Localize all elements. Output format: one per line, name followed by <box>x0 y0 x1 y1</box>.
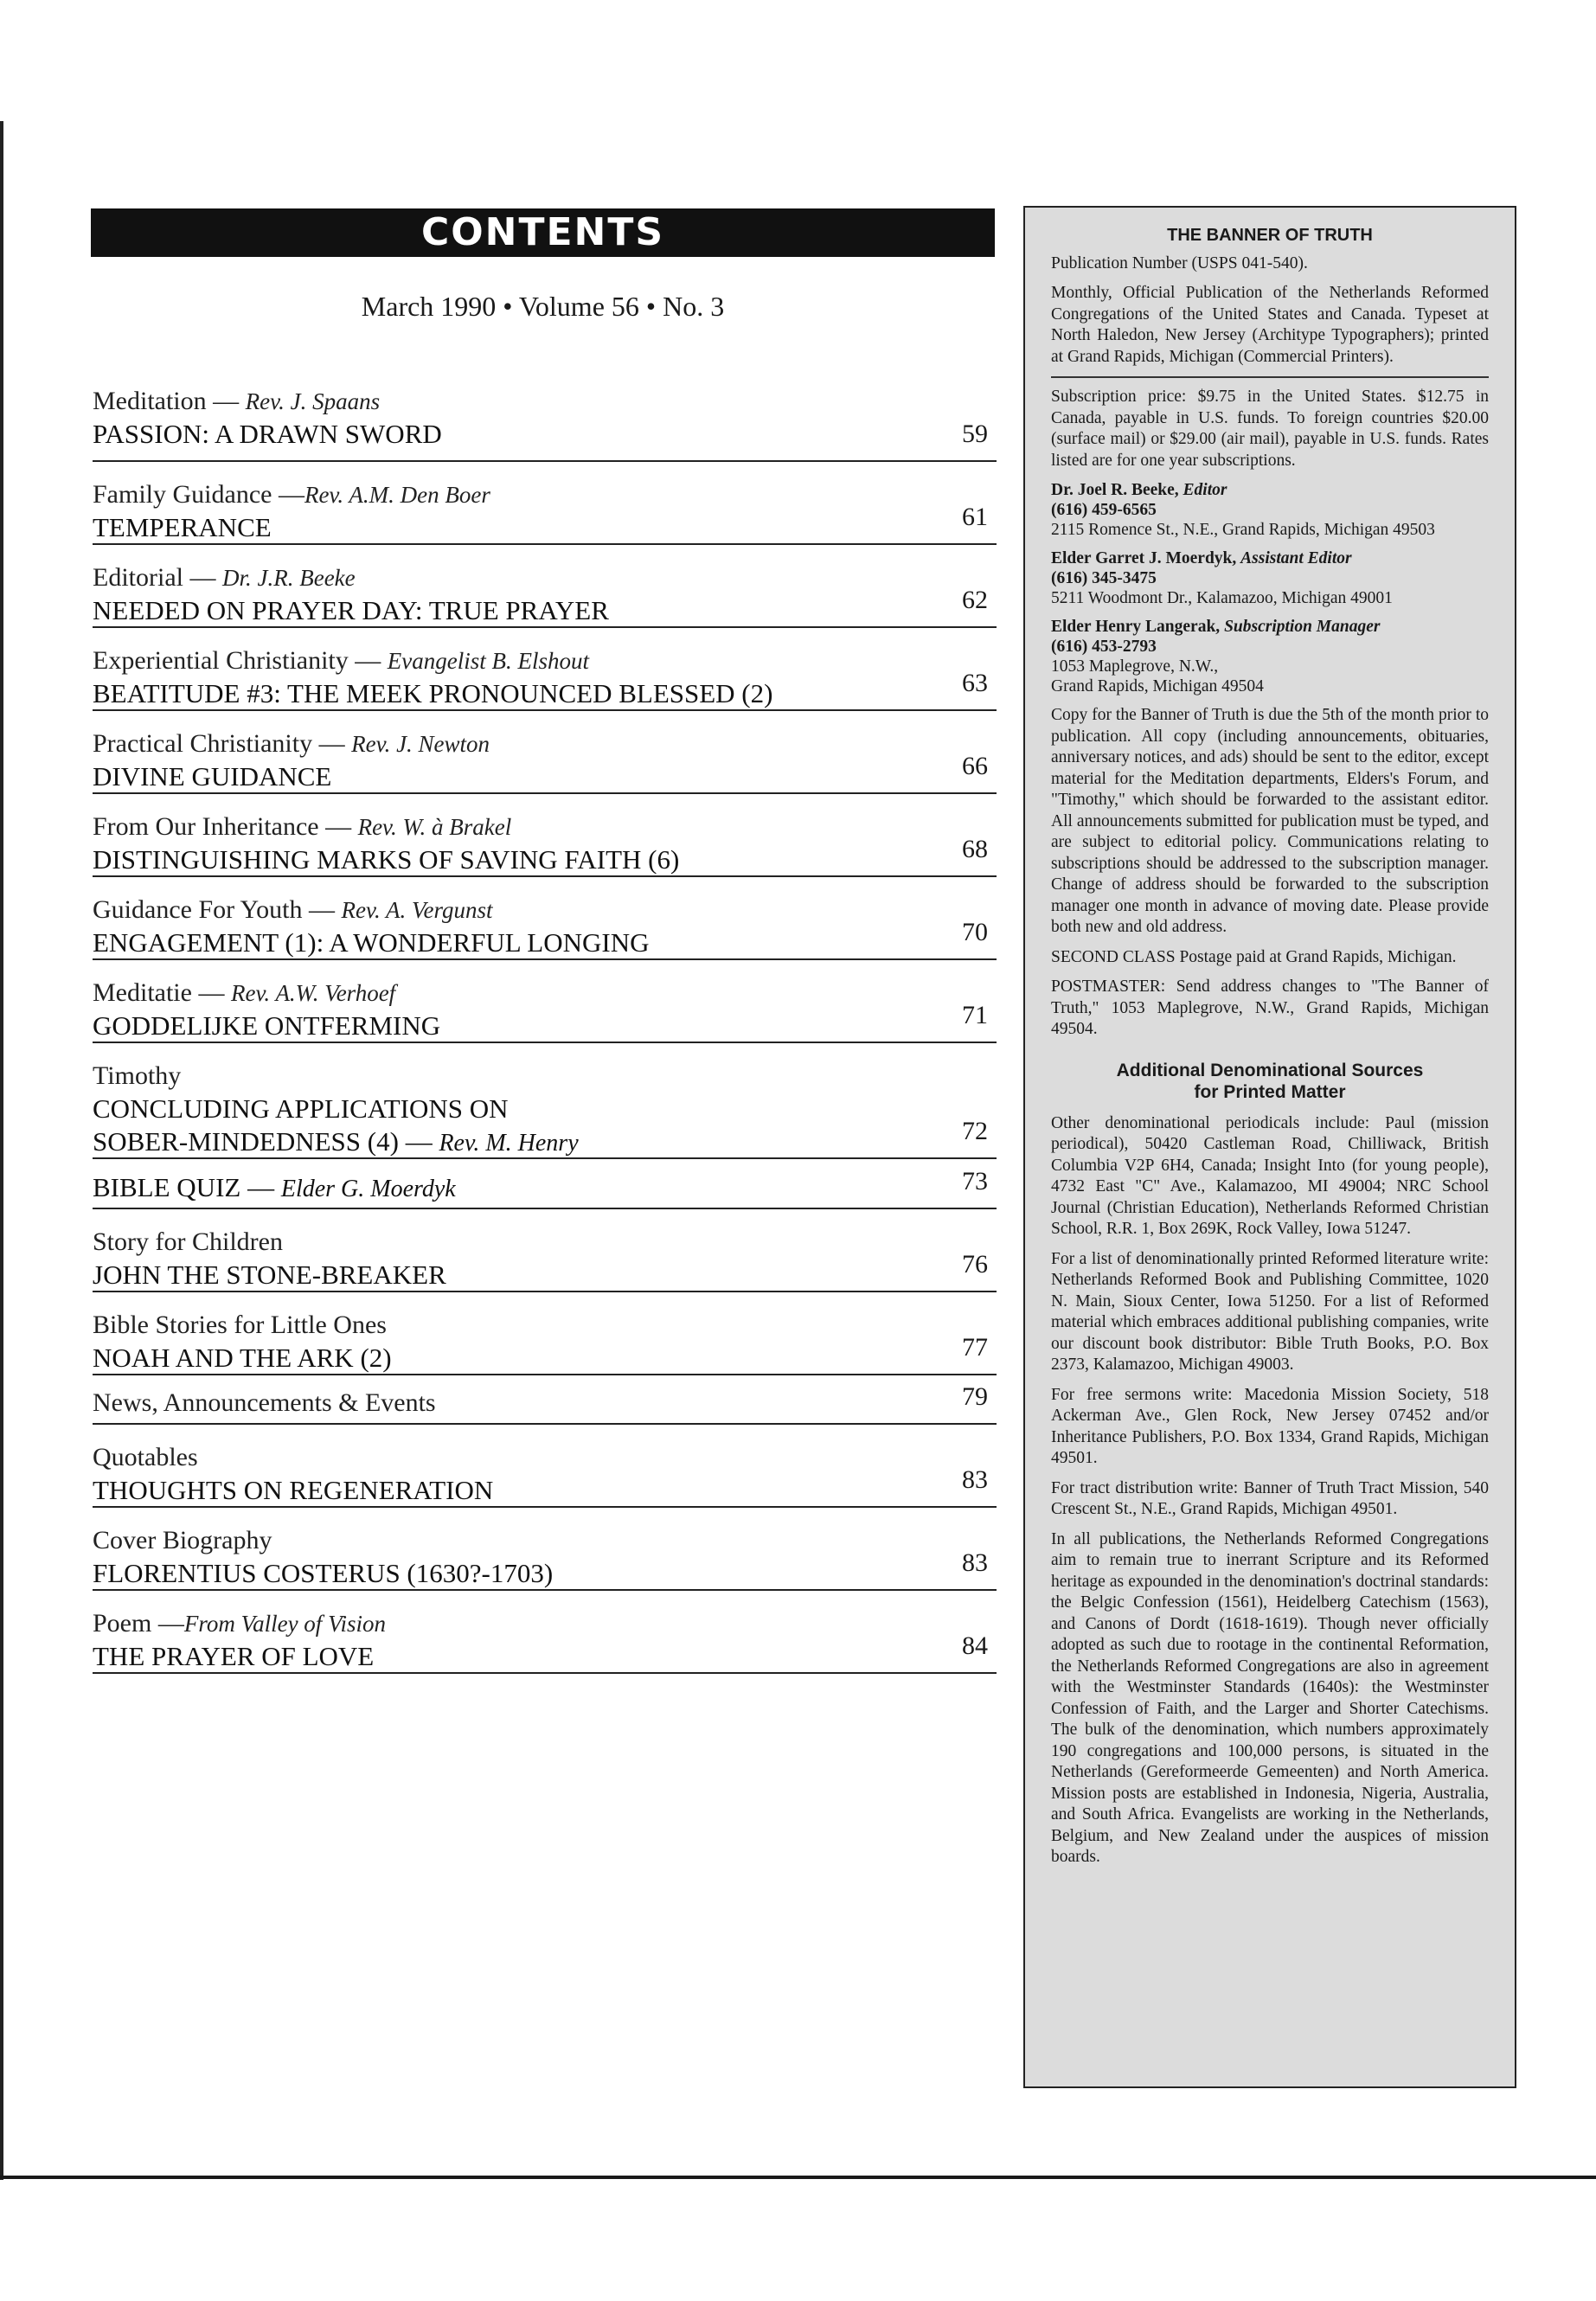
author: Evangelist B. Elshout <box>387 648 589 674</box>
author: Rev. A. Vergunst <box>341 897 493 923</box>
article-title: GODDELIJKE ONTFERMING <box>93 1010 441 1041</box>
article-title: ENGAGEMENT (1): A WONDERFUL LONGING <box>93 927 650 958</box>
tracts-info: For tract distribution write: Banner of Truth Tract Mission, 540 Crescent St., N.E., Grand Rapids, Michigan 49501. <box>1051 1478 1489 1518</box>
article-title-line1: CONCLUDING APPLICATIONS ON <box>93 1093 509 1124</box>
closing-statement: In all publications, the Netherlands Reformed Congregations aim to remain true to inerrant Scripture and its Reformed heritage as expounded in the denomination's doctrinal standards: the Belgic Confession (1561), Heidelberg Catechism (1563), and Canons of Dordt (1618-1619). Though never officially adopted as such due to rootage in the continental Reformation, the Netherlands Reformed Congregations are also in agreement with the Westminster Standards (1640s): the Westminster Confession of Faith, and the Larger and Shorter Catechisms. The bulk of the denomination, which numbers approximately 190 congregations and 100,000 persons, is situated in the Netherlands (Gereformeerde Gemeenten) and North America. Mission posts are established in Indonesia, Nigeria, Australia, and South Africa. Evangelists are working in the Netherlands, Belgium, and New Zealand under the auspices of mission boards. <box>1051 1529 1489 1866</box>
page-number: 62 <box>962 586 988 614</box>
page-number: 84 <box>962 1631 988 1660</box>
assistant-editor-address: 5211 Woodmont Dr., Kalamazoo, Michigan 49001 <box>1051 589 1393 607</box>
department: Cover Biography <box>93 1526 272 1554</box>
department: Experiential Christianity <box>93 646 349 675</box>
article-title: THOUGHTS ON REGENERATION <box>93 1475 494 1505</box>
article-title: JOHN THE STONE-BREAKER <box>93 1259 446 1290</box>
toc-entry[interactable]: Guidance For Youth — Rev. A. Vergunst ENGAGEMENT (1): A WONDERFUL LONGING 70 <box>93 877 997 960</box>
toc-entry[interactable] <box>93 1375 997 1425</box>
department: Family Guidance <box>93 480 272 509</box>
department: Bible Stories for Little Ones <box>93 1311 387 1339</box>
issue-line: March 1990 • Volume 56 • No. 3 <box>361 291 725 322</box>
literature-info: For a list of denominationally printed Reformed literature write: Netherlands Reformed Book and Publishing Committee, 1020 N. Main, Sioux Center, Iowa 51250. For a list of Reformed material which embraces additional publishing companies, write our discount book distributor: Bible Truth Books, P.O. Box 2373, Kalamazoo, Michigan 49003. <box>1051 1249 1489 1374</box>
masthead-title: THE BANNER OF TRUTH <box>1167 226 1373 245</box>
page-number: 66 <box>962 752 988 780</box>
article-title: DISTINGUISHING MARKS OF SAVING FAITH (6) <box>93 844 680 875</box>
subscription-manager-name: Elder Henry Langerak, <box>1051 618 1221 636</box>
subscription-manager-contact <box>1051 617 1489 696</box>
page-number: 76 <box>962 1250 988 1279</box>
page-edge <box>0 121 3 2180</box>
toc-entry[interactable]: Practical Christianity — Rev. J. Newton DIVINE GUIDANCE 66 <box>93 711 997 794</box>
bottom-rule <box>0 2176 1596 2179</box>
page-number: 83 <box>962 1548 988 1577</box>
page-number: 68 <box>962 835 988 863</box>
assistant-editor-role: Assistant Editor <box>1240 549 1352 567</box>
article-title: THE PRAYER OF LOVE <box>93 1641 375 1671</box>
article-title: NOAH AND THE ARK (2) <box>93 1343 392 1373</box>
subscription-manager-address-line1: 1053 Maplegrove, N.W., <box>1051 657 1219 676</box>
page-number: 71 <box>962 1001 988 1029</box>
subscription-manager-address-line2: Grand Rapids, Michigan 49504 <box>1051 677 1264 695</box>
postage-notice: SECOND CLASS Postage paid at Grand Rapids, Michigan. <box>1051 947 1457 966</box>
editor-role: Editor <box>1183 481 1227 499</box>
toc-entry[interactable] <box>93 1292 997 1375</box>
toc-entry[interactable]: BIBLE QUIZ — Elder G. Moerdyk 73 <box>93 1159 997 1209</box>
page-number: 72 <box>962 1117 988 1145</box>
toc-entry[interactable]: Editorial — Dr. J.R. Beeke NEEDED ON PRAYER DAY: TRUE PRAYER 62 <box>93 545 997 628</box>
article-title: NEEDED ON PRAYER DAY: TRUE PRAYER <box>93 595 609 625</box>
article-title: BIBLE QUIZ <box>93 1172 241 1202</box>
toc-entry[interactable] <box>93 1209 997 1292</box>
masthead-sidebar <box>1023 206 1516 2088</box>
department: Poem <box>93 1609 152 1638</box>
author: Rev. M. Henry <box>439 1130 579 1157</box>
toc-entry[interactable]: Timothy CONCLUDING APPLICATIONS ON SOBER-MINDEDNESS (4) — Rev. M. Henry 72 <box>93 1043 997 1159</box>
author: Rev. A.W. Verhoef <box>230 980 396 1006</box>
department: Meditatie <box>93 978 192 1007</box>
author: Elder G. Moerdyk <box>280 1176 456 1202</box>
divider <box>1051 376 1489 378</box>
subscription-price: Subscription price: $9.75 in the United States. $12.75 in Canada, payable in U.S. funds. To foreign countries $20.00 (surface mail) or $29.00 (air mail), payable in U.S. funds. Rates listed are for one year subscriptions. <box>1051 388 1489 470</box>
page-number: 73 <box>962 1167 988 1195</box>
table-of-contents <box>93 381 997 1674</box>
department: Timothy <box>93 1061 182 1090</box>
sermons-info: For free sermons write: Macedonia Mission Society, 518 Ackerman Ave., Glen Rock, New Jersey 07452 and/or Inheritance Publishers, P.O. Box 1334, Grand Rapids, Michigan 49501. <box>1051 1385 1489 1467</box>
assistant-editor-phone: (616) 345-3475 <box>1051 569 1157 587</box>
page-number: 77 <box>962 1333 988 1362</box>
author: Rev. J. Newton <box>351 731 490 757</box>
author: Rev. A.M. Den Boer <box>304 482 490 508</box>
page-number: 63 <box>962 669 988 697</box>
editor-address: 2115 Romence St., N.E., Grand Rapids, Michigan 49503 <box>1051 521 1435 539</box>
assistant-editor-contact <box>1051 548 1489 608</box>
editor-contact <box>1051 480 1489 540</box>
article-title: DIVINE GUIDANCE <box>93 761 332 792</box>
toc-entry[interactable]: Family Guidance —Rev. A.M. Den Boer TEMPERANCE 61 <box>93 462 997 545</box>
toc-entry[interactable]: Experiential Christianity — Evangelist B. Elshout BEATITUDE #3: THE MEEK PRONOUNCED BLESSED (2) 63 <box>93 628 997 711</box>
article-title: BEATITUDE #3: THE MEEK PRONOUNCED BLESSED (2) <box>93 678 773 708</box>
article-title-line2: SOBER-MINDEDNESS (4) <box>93 1126 399 1157</box>
editor-phone: (616) 459-6565 <box>1051 501 1157 519</box>
department: Story for Children <box>93 1227 283 1256</box>
page-number: 79 <box>962 1382 988 1411</box>
department: Meditation <box>93 387 207 415</box>
department: From Our Inheritance <box>93 812 319 841</box>
page-number: 61 <box>962 503 988 531</box>
page-number: 83 <box>962 1465 988 1494</box>
publication-description: Monthly, Official Publication of the Netherlands Reformed Congregations of the United States and Canada. Typeset at North Haledon, New Jersey (Architype Typographers); printed at Grand Rapids, Michigan (Commercial Printers). <box>1051 284 1489 366</box>
article-title: TEMPERANCE <box>93 512 272 542</box>
article-title: PASSION: A DRAWN SWORD <box>93 419 442 449</box>
additional-sources-heading: Additional Denominational Sources for Printed Matter <box>1116 1060 1424 1102</box>
editor-name: Dr. Joel R. Beeke, <box>1051 481 1179 499</box>
page-number: 70 <box>962 918 988 946</box>
copy-notice: Copy for the Banner of Truth is due the 5th of the month prior to publication. All copy (including announcements, obituaries, anniversary notices, and ads) should be sent to the editor, except material for the Meditation departments, Elders's Forum, and "Timothy," which should be forwarded to the assistant editor. All announcements submitted for publication must be typed, and are subject to editorial policy. Communications relating to subscriptions should be addressed to the subscription manager. Change of address should be forwarded to the subscription manager one month in advance of moving date. Please provide both new and old address. <box>1051 706 1489 936</box>
publication-number: Publication Number (USPS 041-540). <box>1051 253 1308 272</box>
toc-entry[interactable] <box>93 1425 997 1508</box>
toc-entry[interactable]: From Our Inheritance — Rev. W. à Brakel DISTINGUISHING MARKS OF SAVING FAITH (6) 68 <box>93 794 997 877</box>
contents-banner: CONTENTS <box>91 208 995 257</box>
page-number: 59 <box>962 420 988 448</box>
postmaster-notice: POSTMASTER: Send address changes to "The Banner of Truth," 1053 Maplegrove, N.W., Grand Rapids, Michigan 49504. <box>1051 977 1489 1038</box>
subscription-manager-phone: (616) 453-2793 <box>1051 638 1157 656</box>
toc-entry[interactable]: Meditatie — Rev. A.W. Verhoef GODDELIJKE ONTFERMING 71 <box>93 960 997 1043</box>
author: Rev. J. Spaans <box>245 388 381 414</box>
department: Editorial <box>93 563 183 592</box>
toc-entry[interactable] <box>93 1508 997 1591</box>
periodicals-info: Other denominational periodicals include: Paul (mission periodical), 50420 Castleman Road, Chilliwack, British Columbia V2P 6H4, Canada; Insight Into (for young people), 4732 East "C" Ave., Kalamazoo, MI 49004; NRC School Journal (Christian Education), Netherlands Reformed Christian School, R.R. 1, Box 269K, Rock Valley, Iowa 51247. <box>1051 1113 1489 1238</box>
subscription-manager-role: Subscription Manager <box>1224 618 1381 636</box>
department: News, Announcements & Events <box>93 1388 436 1417</box>
toc-entry[interactable]: Meditation — Rev. J. Spaans PASSION: A DRAWN SWORD 59 <box>93 381 997 462</box>
department: Guidance For Youth <box>93 895 303 924</box>
department: Quotables <box>93 1443 198 1471</box>
toc-entry[interactable]: Poem —From Valley of Vision THE PRAYER OF LOVE 84 <box>93 1591 997 1674</box>
assistant-editor-name: Elder Garret J. Moerdyk, <box>1051 549 1237 567</box>
department: Practical Christianity <box>93 729 313 758</box>
author: Dr. J.R. Beeke <box>221 565 356 591</box>
author: From Valley of Vision <box>183 1611 387 1637</box>
article-title: FLORENTIUS COSTERUS (1630?-1703) <box>93 1558 554 1588</box>
author: Rev. W. à Brakel <box>357 814 512 840</box>
